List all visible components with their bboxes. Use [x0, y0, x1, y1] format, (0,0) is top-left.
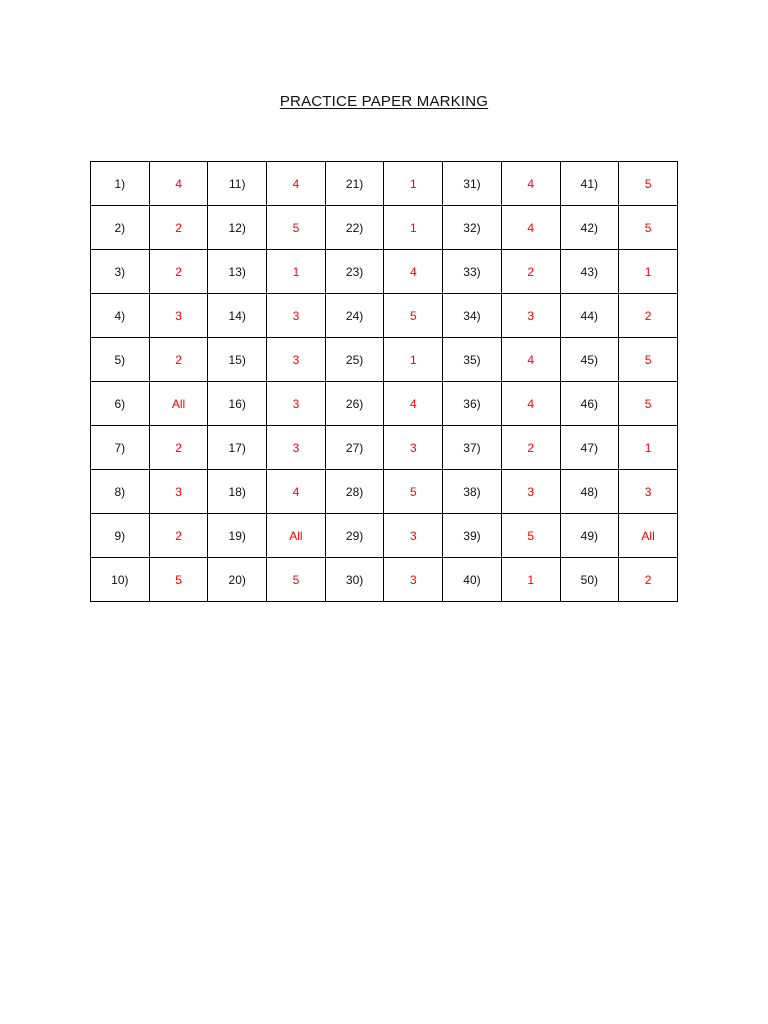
answer-cell: 4 — [384, 250, 443, 294]
answer-cell: 2 — [149, 338, 208, 382]
question-number-cell: 40) — [443, 558, 502, 602]
question-number-cell: 16) — [208, 382, 267, 426]
question-number-cell: 28) — [325, 470, 384, 514]
answer-cell: 1 — [267, 250, 326, 294]
question-number-cell: 5) — [91, 338, 150, 382]
answer-cell: 1 — [384, 338, 443, 382]
answer-cell: 3 — [267, 382, 326, 426]
answer-cell: All — [149, 382, 208, 426]
answer-cell: 3 — [149, 470, 208, 514]
answer-cell: 2 — [149, 250, 208, 294]
question-number-cell: 13) — [208, 250, 267, 294]
table-row — [91, 294, 678, 338]
answer-cell: 5 — [384, 470, 443, 514]
answer-cell: 5 — [149, 558, 208, 602]
question-number-cell: 49) — [560, 514, 619, 558]
answer-cell: 2 — [149, 426, 208, 470]
question-number-cell: 19) — [208, 514, 267, 558]
question-number-cell: 12) — [208, 206, 267, 250]
question-number-cell: 50) — [560, 558, 619, 602]
question-number-cell: 37) — [443, 426, 502, 470]
question-number-cell: 34) — [443, 294, 502, 338]
question-number-cell: 35) — [443, 338, 502, 382]
answer-cell: 4 — [501, 338, 560, 382]
question-number-cell: 6) — [91, 382, 150, 426]
answer-cell: 3 — [384, 514, 443, 558]
answer-cell: 2 — [501, 426, 560, 470]
question-number-cell: 41) — [560, 162, 619, 206]
answer-cell: 5 — [501, 514, 560, 558]
question-number-cell: 26) — [325, 382, 384, 426]
question-number-cell: 15) — [208, 338, 267, 382]
answer-cell: 3 — [267, 426, 326, 470]
answer-cell: 3 — [384, 558, 443, 602]
table-row — [91, 470, 678, 514]
table-row — [91, 558, 678, 602]
question-number-cell: 2) — [91, 206, 150, 250]
page-title: PRACTICE PAPER MARKING — [279, 93, 489, 110]
answer-cell: 4 — [267, 470, 326, 514]
answer-cell: 1 — [384, 206, 443, 250]
table-row — [91, 514, 678, 558]
table-row — [91, 382, 678, 426]
table-row — [91, 206, 678, 250]
answer-cell: 3 — [149, 294, 208, 338]
answer-cell: All — [267, 514, 326, 558]
question-number-cell: 9) — [91, 514, 150, 558]
question-number-cell: 47) — [560, 426, 619, 470]
table-row — [91, 426, 678, 470]
answer-cell: 2 — [149, 206, 208, 250]
question-number-cell: 10) — [91, 558, 150, 602]
answer-cell: 5 — [619, 338, 678, 382]
answer-cell: 1 — [384, 162, 443, 206]
question-number-cell: 8) — [91, 470, 150, 514]
answer-cell: 5 — [619, 162, 678, 206]
answer-cell: 2 — [619, 294, 678, 338]
question-number-cell: 14) — [208, 294, 267, 338]
question-number-cell: 25) — [325, 338, 384, 382]
answer-cell: 4 — [501, 162, 560, 206]
answer-cell: 5 — [619, 382, 678, 426]
table-row — [91, 338, 678, 382]
question-number-cell: 17) — [208, 426, 267, 470]
answer-cell: 5 — [267, 206, 326, 250]
answer-cell: 4 — [149, 162, 208, 206]
answer-cell: 3 — [501, 470, 560, 514]
question-number-cell: 39) — [443, 514, 502, 558]
question-number-cell: 7) — [91, 426, 150, 470]
question-number-cell: 48) — [560, 470, 619, 514]
answer-cell: All — [619, 514, 678, 558]
question-number-cell: 38) — [443, 470, 502, 514]
answer-cell: 1 — [619, 426, 678, 470]
question-number-cell: 45) — [560, 338, 619, 382]
question-number-cell: 21) — [325, 162, 384, 206]
question-number-cell: 27) — [325, 426, 384, 470]
answer-key-body — [91, 162, 678, 602]
question-number-cell: 42) — [560, 206, 619, 250]
answer-cell: 3 — [501, 294, 560, 338]
answer-cell: 4 — [384, 382, 443, 426]
question-number-cell: 1) — [91, 162, 150, 206]
question-number-cell: 11) — [208, 162, 267, 206]
answer-cell: 3 — [267, 338, 326, 382]
question-number-cell: 23) — [325, 250, 384, 294]
answer-cell: 2 — [619, 558, 678, 602]
question-number-cell: 20) — [208, 558, 267, 602]
question-number-cell: 29) — [325, 514, 384, 558]
question-number-cell: 18) — [208, 470, 267, 514]
question-number-cell: 36) — [443, 382, 502, 426]
question-number-cell: 43) — [560, 250, 619, 294]
answer-cell: 5 — [267, 558, 326, 602]
answer-cell: 4 — [267, 162, 326, 206]
answer-cell: 4 — [501, 382, 560, 426]
question-number-cell: 46) — [560, 382, 619, 426]
question-number-cell: 32) — [443, 206, 502, 250]
question-number-cell: 3) — [91, 250, 150, 294]
question-number-cell: 44) — [560, 294, 619, 338]
answer-cell: 1 — [501, 558, 560, 602]
answer-cell: 3 — [384, 426, 443, 470]
table-row — [91, 162, 678, 206]
answer-cell: 1 — [619, 250, 678, 294]
question-number-cell: 31) — [443, 162, 502, 206]
question-number-cell: 22) — [325, 206, 384, 250]
answer-cell: 3 — [267, 294, 326, 338]
question-number-cell: 30) — [325, 558, 384, 602]
answer-cell: 3 — [619, 470, 678, 514]
question-number-cell: 33) — [443, 250, 502, 294]
table-row — [91, 250, 678, 294]
answer-key-table — [90, 161, 678, 602]
answer-cell: 4 — [501, 206, 560, 250]
question-number-cell: 4) — [91, 294, 150, 338]
question-number-cell: 24) — [325, 294, 384, 338]
answer-cell: 2 — [501, 250, 560, 294]
answer-cell: 5 — [619, 206, 678, 250]
answer-cell: 5 — [384, 294, 443, 338]
answer-cell: 2 — [149, 514, 208, 558]
